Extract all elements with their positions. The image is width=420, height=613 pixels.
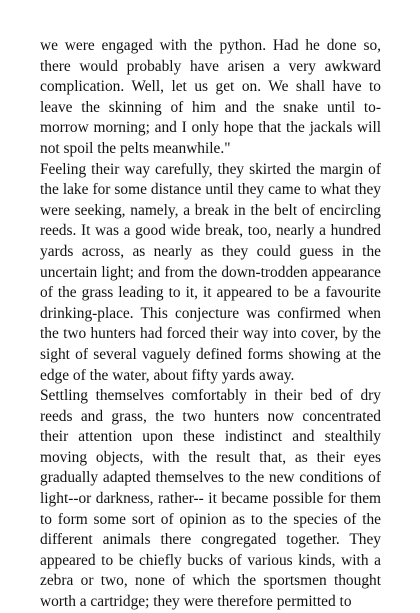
paragraph-3: Settling themselves comfortably in their bed of dry reeds and grass, the two hunters now concentrated their attention upon these indistinct and stealthily moving objects, with the result that, as their eyes gradually adapted themselves to the new conditions of light--or darkness, rather-- it became possible for them to form some sort of opinion as to the species of the different animals there congregated together. They appeared to be chiefly bucks of various kinds, with a zebra or two, none of which the sportsmen thought worth a cartridge; they were therefore permitted to [40,387,381,611]
paragraph-2: Feeling their way carefully, they skirted the margin of the lake for some distance until they came to what they were seeking, namely, a break in the belt of encircling reeds. It was a good wide break, too, nearly a hundred yards across, as nearly as they could guess in the uncertain light; and from the down-trodden appearance of the grass leading to it, it appeared to be a favourite drinking-place. This conjecture was confirmed when the two hunters had forced their way into cover, by the sight of several vaguely defined forms showing at the edge of the water, about fifty yards away. [40,160,381,384]
paragraph-1: we were engaged with the python. Had he done so, there would probably have arisen a very awkward complication. Well, let us get on. We shall have to leave the skinning of him and the snake until to-morrow morning; and I only hope that the jackals will not spoil the pelts meanwhile." [40,37,381,157]
document-page [40,36,381,613]
